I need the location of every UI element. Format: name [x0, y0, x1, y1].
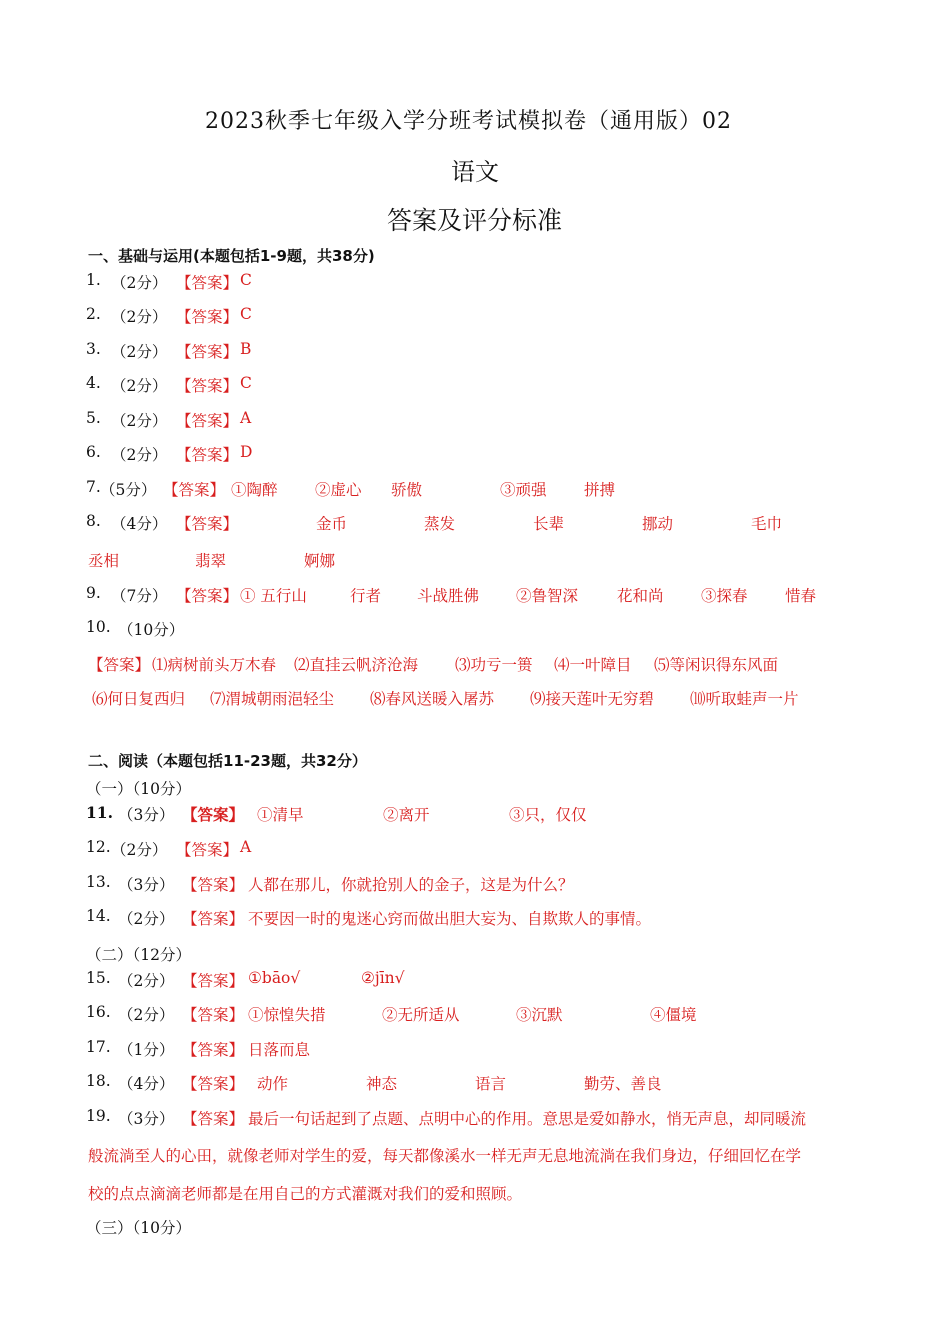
answer-text: 日落而息 — [248, 1041, 311, 1059]
answer-text: A — [240, 409, 252, 427]
answer-key-title: 答案及评分标准 — [387, 206, 563, 235]
question-number: 15. — [86, 969, 111, 987]
answer-tag: 【答案】 — [176, 446, 239, 464]
answer-text: 斗战胜佛 — [417, 587, 480, 605]
question-score: （2分） — [111, 343, 168, 361]
question-score: （2分） — [118, 972, 175, 990]
answer-text: A — [240, 838, 252, 856]
answer-text: ④僵境 — [650, 1006, 697, 1024]
answer-tag: 【答案】 — [176, 274, 239, 292]
answer-text: 神态 — [366, 1075, 398, 1093]
answer-tag: 【答案】 — [176, 308, 239, 326]
answer-tag: 【答案】 — [88, 656, 151, 674]
question-score: （7分） — [111, 587, 168, 605]
question-number: 9. — [86, 584, 101, 602]
answer-text: ⑹何日复西归 — [92, 690, 186, 708]
answer-text: ①惊惶失措 — [248, 1006, 326, 1024]
answer-tag: 【答案】 — [176, 515, 239, 533]
question-score: （4分） — [111, 515, 168, 533]
question-number: 3. — [86, 340, 101, 358]
answer-tag: 【答案】 — [176, 377, 239, 395]
answer-text: C — [240, 374, 252, 392]
question-number: 8. — [86, 512, 101, 530]
answer-text: ②无所适从 — [382, 1006, 460, 1024]
question-number: 4. — [86, 374, 101, 392]
part-heading: （二）（12分） — [86, 946, 191, 964]
answer-text: ⑷一叶障目 — [554, 656, 632, 674]
question-score: （2分） — [118, 1006, 175, 1024]
answer-text: ⑻春风送暖入屠苏 — [370, 690, 495, 708]
answer-text: ①清早 — [257, 806, 304, 824]
answer-text: 校的点点滴滴老师都是在用自己的方式灌溉对我们的爱和照顾。 — [88, 1185, 523, 1203]
question-number: 18. — [86, 1072, 111, 1090]
answer-text: 勤劳、善良 — [584, 1075, 662, 1093]
answer-text: 金币 — [316, 515, 348, 533]
answer-text: 丞相 — [88, 552, 120, 570]
question-score: （2分） — [118, 910, 175, 928]
question-score: （2分） — [111, 412, 168, 430]
answer-text: C — [240, 271, 252, 289]
answer-text: 蒸发 — [424, 515, 456, 533]
question-score: （2分） — [111, 446, 168, 464]
question-score: （3分） — [118, 876, 175, 894]
answer-text: 骄傲 — [391, 481, 423, 499]
answer-tag: 【答案】 — [182, 910, 245, 928]
answer-text: ②离开 — [383, 806, 430, 824]
answer-text: ⑽听取蛙声一片 — [690, 690, 799, 708]
answer-text: 长辈 — [533, 515, 565, 533]
question-number: 19. — [86, 1107, 111, 1125]
answer-tag: 【答案】 — [176, 841, 239, 859]
subject-title: 语文 — [451, 158, 499, 186]
part-heading: （三）（10分） — [86, 1219, 191, 1237]
question-score: （5分） — [100, 481, 157, 499]
section-heading: 一、基础与运用(本题包括1-9题，共38分) — [88, 247, 375, 265]
answer-text: B — [240, 340, 252, 358]
answer-tag: 【答案】 — [182, 1006, 245, 1024]
answer-tag: 【答案】 — [182, 972, 245, 990]
question-number: 16. — [86, 1003, 111, 1021]
question-score: （3分） — [118, 1110, 175, 1128]
page-title: 2023秋季七年级入学分班考试模拟卷（通用版）02 — [205, 109, 732, 134]
answer-text: 翡翠 — [195, 552, 227, 570]
answer-text: ① 五行山 — [240, 587, 307, 605]
question-score: （10分） — [118, 621, 185, 639]
section-heading: 二、阅读（本题包括11-23题，共32分） — [88, 752, 367, 770]
answer-text: 动作 — [257, 1075, 289, 1093]
answer-text: 人都在那儿，你就抢别人的金子，这是为什么？ — [248, 876, 574, 894]
answer-tag: 【答案】 — [182, 1110, 245, 1128]
answer-tag: 【答案】 — [163, 481, 226, 499]
answer-text: ⑸等闲识得东风面 — [654, 656, 779, 674]
question-number: 2. — [86, 305, 101, 323]
answer-text: 般流淌至人的心田，就像老师对学生的爱，每天都像溪水一样无声无息地流淌在我们身边，仔细回忆在学 — [88, 1147, 802, 1165]
answer-text: ③顽强 — [500, 481, 547, 499]
answer-text: ⑺渭城朝雨浥轻尘 — [210, 690, 335, 708]
answer-text: ①bāo√ — [248, 969, 301, 987]
question-number: 11. — [86, 803, 113, 822]
answer-text: 行者 — [350, 587, 382, 605]
question-score: （2分） — [111, 274, 168, 292]
answer-text: ⑶功亏一篑 — [455, 656, 533, 674]
answer-tag: 【答案】 — [176, 587, 239, 605]
question-number: 7. — [86, 478, 101, 496]
answer-text: ②虚心 — [315, 481, 362, 499]
answer-text: D — [240, 443, 253, 461]
question-number: 6. — [86, 443, 101, 461]
answer-text: 婀娜 — [304, 552, 336, 570]
answer-text: 惜春 — [785, 587, 817, 605]
answer-text: 不要因一时的鬼迷心窍而做出胆大妄为、自欺欺人的事情。 — [248, 910, 652, 928]
answer-text: ⑵直挂云帆济沧海 — [294, 656, 419, 674]
question-number: 13. — [86, 873, 111, 891]
answer-text: ③探春 — [701, 587, 748, 605]
question-number: 5. — [86, 409, 101, 427]
answer-text: C — [240, 305, 252, 323]
answer-text: ②鲁智深 — [516, 587, 579, 605]
question-score: （2分） — [111, 377, 168, 395]
question-number: 10. — [86, 618, 111, 636]
question-number: 1. — [86, 271, 101, 289]
answer-text: 最后一句话起到了点题、点明中心的作用。意思是爱如静水，悄无声息，却同暖流 — [248, 1110, 807, 1128]
answer-text: ⑴病树前头万木春 — [152, 656, 277, 674]
question-score: （3分） — [118, 806, 175, 824]
answer-text: ②jīn√ — [361, 969, 405, 987]
question-number: 12. — [86, 838, 111, 856]
answer-tag: 【答案】 — [176, 343, 239, 361]
answer-text: ③只，仅仅 — [509, 806, 587, 824]
question-score: （2分） — [111, 308, 168, 326]
answer-text: ①陶醉 — [231, 481, 278, 499]
answer-tag: 【答案】 — [182, 876, 245, 894]
answer-text: 花和尚 — [617, 587, 664, 605]
answer-tag: 【答案】 — [182, 805, 245, 824]
answer-text: 拼搏 — [584, 481, 616, 499]
answer-text: ③沉默 — [516, 1006, 563, 1024]
answer-text: ⑼接天莲叶无穷碧 — [530, 690, 655, 708]
question-score: （1分） — [118, 1041, 175, 1059]
answer-text: 语言 — [475, 1075, 507, 1093]
part-heading: （一）（10分） — [86, 780, 191, 798]
question-score: （2分） — [111, 841, 168, 859]
question-score: （4分） — [118, 1075, 175, 1093]
answer-text: 挪动 — [642, 515, 674, 533]
answer-text: 毛巾 — [751, 515, 783, 533]
answer-tag: 【答案】 — [182, 1075, 245, 1093]
answer-tag: 【答案】 — [176, 412, 239, 430]
question-number: 14. — [86, 907, 111, 925]
answer-tag: 【答案】 — [182, 1041, 245, 1059]
question-number: 17. — [86, 1038, 111, 1056]
